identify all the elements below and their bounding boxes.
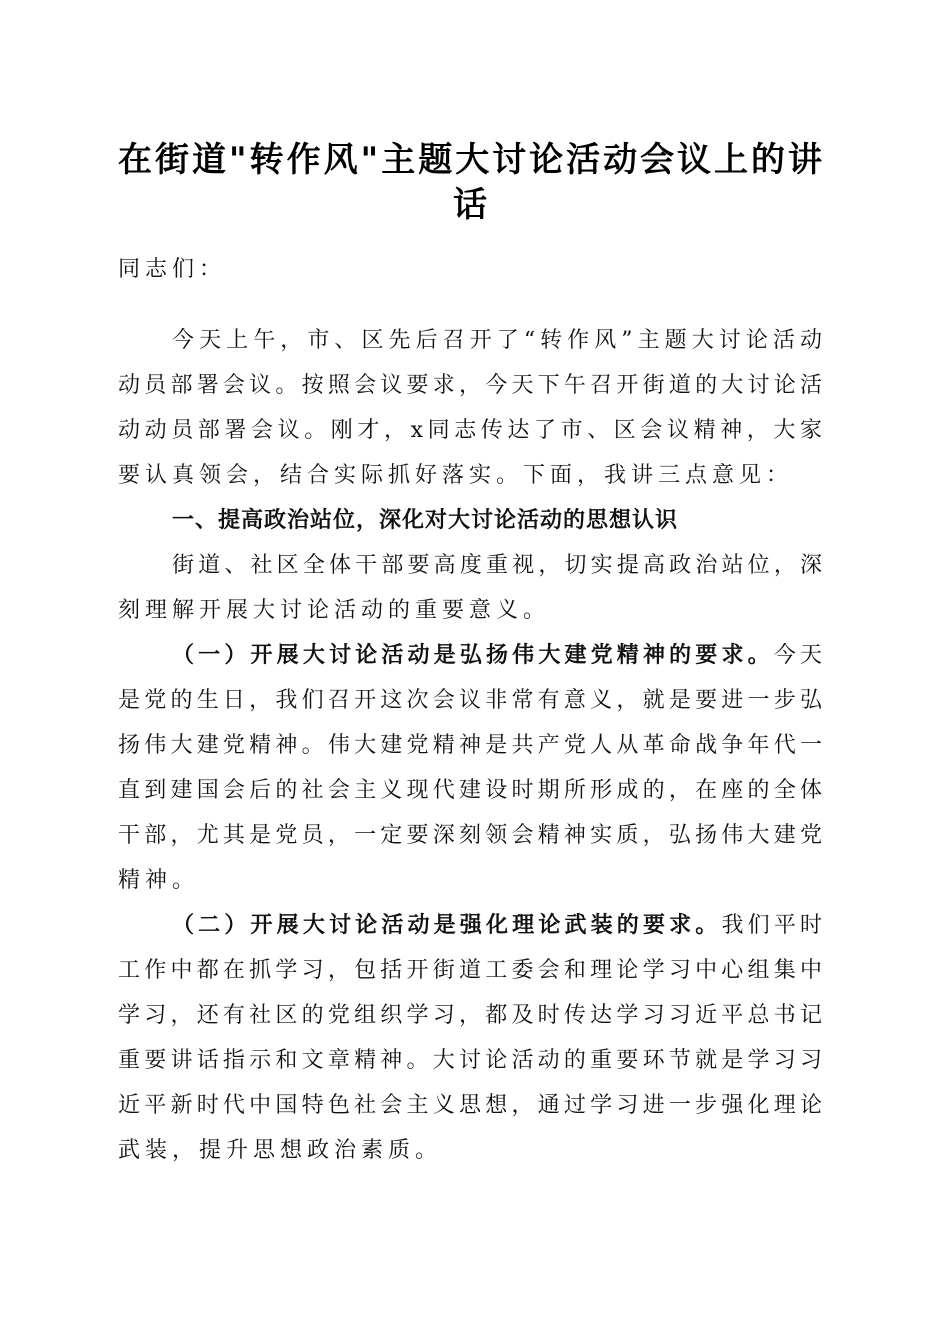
text-line: 是党的生日，我们召开这次会议非常有意义，就是要进一步弘	[118, 688, 822, 713]
text-line: 动员部署会议。按照会议要求，今天下午召开街道的大讨论活	[118, 373, 822, 398]
paragraph-intro	[118, 318, 822, 498]
text-line	[118, 633, 822, 678]
text-line: 今天上午，市、区先后召开了“转作风”主题大讨论活动	[172, 328, 822, 353]
text-line: 学习，还有社区的党组织学习，都及时传达学习习近平总书记	[118, 1003, 822, 1028]
text-line: 街道、社区全体干部要高度重视，切实提高政治站位，深	[172, 553, 822, 578]
paragraph-section-intro	[118, 543, 822, 633]
text-line: 武装，提升思想政治素质。	[118, 1138, 443, 1163]
point-lead: （一）开展大讨论活动是弘扬伟大建党精神的要求。	[172, 642, 774, 668]
text-line	[118, 903, 822, 948]
text-line: 近平新时代中国特色社会主义思想，通过学习进一步强化理论	[118, 1093, 822, 1118]
text-span: 今天	[773, 643, 822, 668]
text-line: 干部，尤其是党员，一定要深刻领会精神实质，弘扬伟大建党	[118, 823, 822, 848]
document-body	[118, 318, 822, 1173]
text-line: 动动员部署会议。刚才，x同志传达了市、区会议精神，大家	[118, 418, 822, 443]
text-line: 精神。	[118, 868, 200, 893]
text-span: 我们平时	[721, 913, 822, 938]
document-title-line-2: 话	[453, 185, 487, 225]
section-heading: 一、提高政治站位，深化对大讨论活动的思想认识	[172, 508, 679, 533]
paragraph-point-1	[118, 633, 822, 903]
text-line: 工作中都在抓学习，包括开街道工委会和理论学习中心组集中	[118, 958, 822, 983]
greeting: 同志们：	[118, 257, 227, 282]
document-title-line-1: 在街道"转作风"主题大讨论活动会议上的讲	[118, 140, 822, 180]
text-line: 要认真领会，结合实际抓好落实。下面，我讲三点意见：	[118, 463, 794, 488]
point-lead: （二）开展大讨论活动是强化理论武装的要求。	[172, 912, 722, 938]
text-line: 扬伟大建党精神。伟大建党精神是共产党人从革命战争年代一	[118, 733, 822, 758]
text-line: 直到建国会后的社会主义现代建设时期所形成的，在座的全体	[118, 778, 822, 803]
text-line: 重要讲话指示和文章精神。大讨论活动的重要环节就是学习习	[118, 1048, 822, 1073]
text-line: 刻理解开展大讨论活动的重要意义。	[118, 598, 551, 623]
paragraph-point-2	[118, 903, 822, 1173]
